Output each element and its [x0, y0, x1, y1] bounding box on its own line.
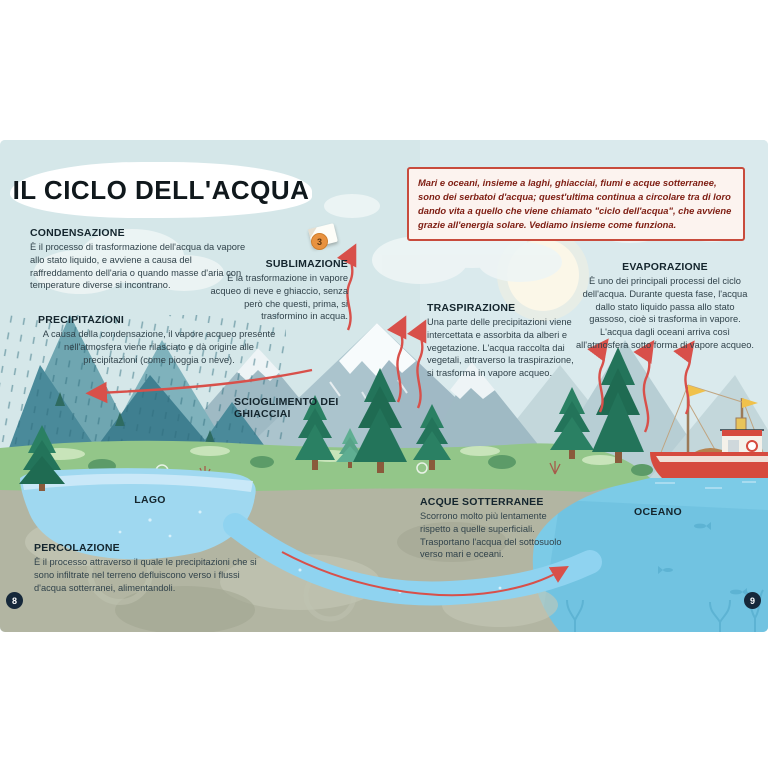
intro-text-box: Mari e oceani, insieme a laghi, ghiacciai, fiumi e acque sotterranee, sono dei serbatoi d'acqua; quest'ultima continua a circolare tra di loro dando vita a quello che viene chiamato "ciclo dell'acqua", che avviene grazie all'energia solare. Vediamo insieme come funziona. — [407, 167, 745, 241]
section-body: È il processo attraverso il quale le precipitazioni che si sono infiltrate nel terreno defluiscono verso i flussi d'acqua sotterranei, alimentandoli. — [34, 557, 257, 593]
section-body: A causa della condensazione, il vapore acqueo presente nell'atmosfera viene rilasciato e dà origine alle precipitazioni (come pioggia o neve). — [42, 329, 276, 365]
section-body: Una parte delle precipitazioni viene intercettata e assorbita da alberi e vegetazione. L'acqua raccolta dai vegetali, attraverso la traspirazione, si trasforma in vapore acqueo. — [427, 317, 574, 379]
section-traspirazione — [427, 302, 581, 380]
section-body: Scorrono molto più lentamente rispetto a quelle superficiali. Trasportano l'acqua del sottosuolo verso mari e oceani. — [420, 511, 562, 560]
page-number-left: 8 — [6, 592, 23, 609]
sticker-number-badge: 3 — [311, 233, 328, 250]
section-title: EVAPORAZIONE — [622, 261, 708, 273]
section-title: SUBLIMAZIONE — [265, 258, 348, 270]
illustration-spread — [0, 140, 768, 632]
section-percolazione — [34, 542, 274, 594]
page-number-right: 9 — [744, 592, 761, 609]
page-title: IL CICLO DELL'ACQUA — [10, 162, 312, 218]
label-oceano: OCEANO — [634, 506, 682, 518]
section-title: SCIOGLIMENTO DEI GHIACCIAI — [234, 396, 339, 420]
section-title: PRECIPITAZIONI — [38, 314, 125, 326]
section-title: PERCOLAZIONE — [34, 542, 120, 554]
section-body: È la trasformazione in vapore acqueo di neve e ghiaccio, senza però che questi, prima, si trasformino in acqua. — [210, 273, 348, 322]
section-body: È uno dei principali processi del ciclo dell'acqua. Durante questa fase, l'acqua dallo stato liquido passa allo stato gassoso, cioè si trasforma in vapore. L'acqua dagli oceani arriva così all'atmosfera sotto forma di vapore acqueo. — [576, 276, 754, 351]
section-acque-sotterranee — [420, 496, 566, 561]
section-title: TRASPIRAZIONE — [427, 302, 516, 314]
section-body: È il processo di trasformazione dell'acqua da vapore allo stato liquido, e avviene a causa del raffreddamento dell'aria o quando masse d'aria con temperature diverse si incontrano. — [30, 242, 246, 291]
section-title: ACQUE SOTTERRANEE — [420, 496, 544, 508]
section-evaporazione — [576, 261, 754, 352]
label-lago: LAGO — [134, 494, 166, 506]
section-title: CONDENSAZIONE — [30, 227, 125, 239]
section-precipitazioni — [38, 314, 280, 366]
label-scioglimento — [234, 396, 346, 422]
